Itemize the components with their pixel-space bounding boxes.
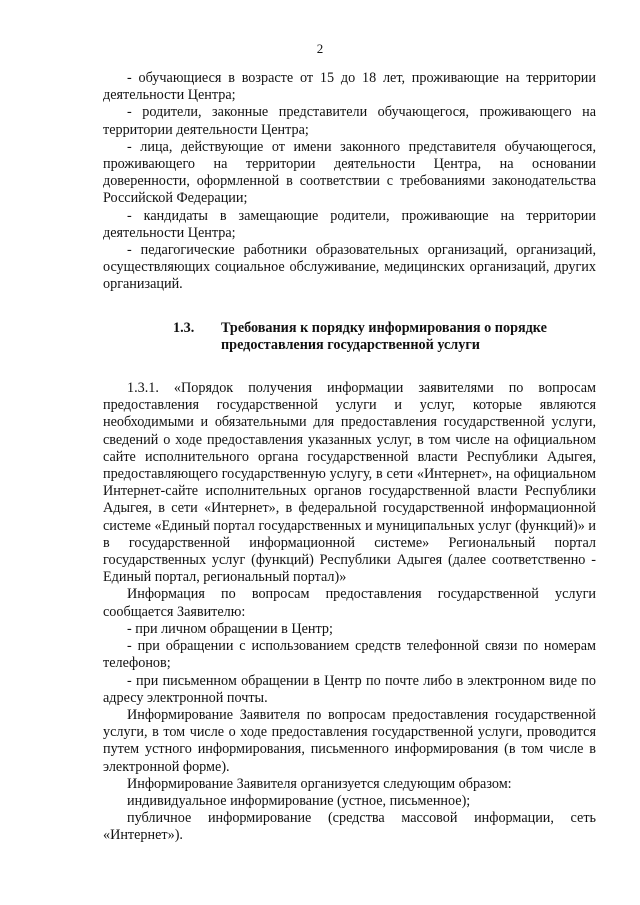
paragraph-1-3-1: 1.3.1. «Порядок получения информации заявителями по вопросам предоставления государственной услуги и услуг, которые являются необходимыми и обязательными для предоставления государственной услуги, сведений о ходе предоставления указанных услуг, в том числе на официальном сайте исполнительного органа государственной власти Республики Адыгея, предоставляющего государственную услугу, в сети «Интернет», на официальном Интернет-сайте исполнительных органов государственной власти Республики Адыгея, в сети «Интернет», в федеральной государственной информационной системе «Единый портал государственных и муниципальных услуг (функций)» и в государственной информационной системе» Региональный портал государственных услуг (функций) Республики Адыгея (далее соответственно - Единый портал, региональный портал)»	[103, 380, 596, 586]
list-item: - обучающиеся в возрасте от 15 до 18 лет, проживающие на территории деятельности Центра;	[103, 70, 596, 104]
list-item: - кандидаты в замещающие родители, проживающие на территории деятельности Центра;	[103, 207, 596, 241]
list-item: - при обращении с использованием средств телефонной связи по номерам телефонов;	[103, 638, 596, 672]
page-number: 2	[316, 41, 324, 56]
paragraph-informing: Информирование Заявителя по вопросам предоставления государственной услуги, в том числе о ходе предоставления государственной услуги, проводится путем устного информирования, письменного информирования (в том числе в электронной форме).	[103, 706, 596, 775]
list-item: - при письменном обращении в Центр по почте либо в электронном виде по адресу электронной почты.	[103, 672, 596, 706]
paragraph-info: Информация по вопросам предоставления государственной услуги сообщается Заявителю:	[103, 586, 596, 620]
section-number: 1.3.	[173, 319, 195, 336]
list-item: - педагогические работники образовательных организаций, организаций, осуществляющих социальное обслуживание, медицинских организаций, других организаций.	[103, 242, 596, 293]
document-body	[103, 70, 596, 845]
list-item: - при личном обращении в Центр;	[127, 620, 333, 637]
list-item: - родители, законные представители обучающегося, проживающего на территории деятельности Центра;	[103, 104, 596, 138]
paragraph-individual: индивидуальное информирование (устное, письменное);	[127, 792, 471, 809]
paragraph-public: публичное информирование (средства массовой информации, сеть «Интернет»).	[103, 810, 596, 844]
list-item: - лица, действующие от имени законного представителя обучающегося, проживающего на территории деятельности Центра, на основании доверенности, оформленной в соответствии с требованиями законодательства Российской Федерации;	[103, 138, 596, 207]
section-heading	[103, 320, 596, 354]
paragraph-organization: Информирование Заявителя организуется следующим образом:	[127, 775, 512, 792]
section-title: Требования к порядку информирования о порядке предоставления государственной услуги	[221, 319, 547, 353]
